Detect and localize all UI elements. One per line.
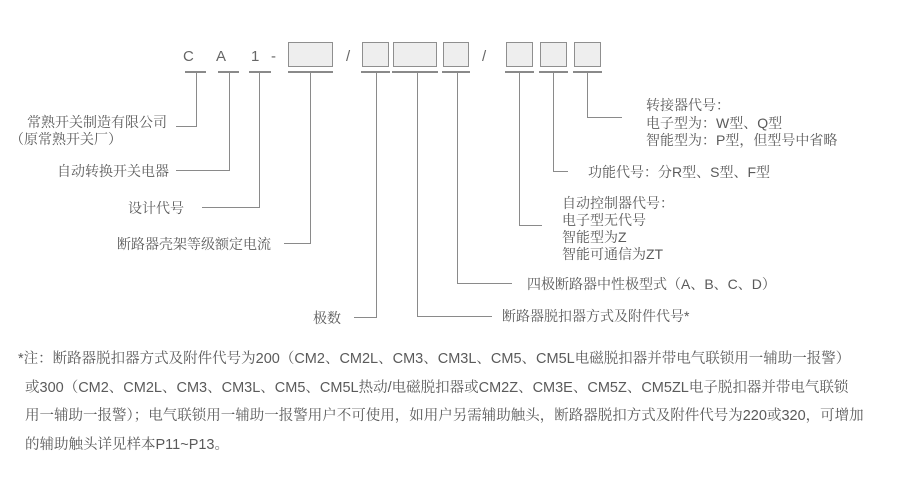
leader-v-manufacturer (196, 73, 197, 127)
footnote-line-1: *注：断路器脱扣器方式及附件代号为200（CM2、CM2L、CM3、CM3L、CM5、CM5L电磁脱扣器并带电气联锁用一辅助一报警） (18, 351, 851, 367)
tick-box-4 (442, 71, 470, 73)
leader-v-transfer-switch (229, 73, 230, 171)
footnote-line-2: 或300（CM2、CM2L、CM3、CM3L、CM5、CM5L热动/电磁脱扣器或CM2Z、CM3E、CM5Z、CM5ZL电子脱扣器并带电气联锁 (25, 380, 849, 396)
label-frame-rated-current: 断路器壳架等级额定电流 (117, 236, 271, 252)
label-trip-mode-accessory: 断路器脱扣器方式及附件代号* (502, 308, 690, 324)
label-auto-controller-comm: 智能可通信为ZT (562, 246, 664, 262)
label-design-code: 设计代号 (128, 200, 184, 216)
code-box-neutral-pole (443, 42, 469, 67)
label-auto-controller-title: 自动控制器代号： (562, 195, 674, 211)
leader-h-design-code (202, 207, 260, 208)
footnote-line-3: 用一辅助一报警）；电气联锁用一辅助一报警用户不可使用，如用户另需辅助触头，断路器脱扣方式及附件代号为220或320，可增加 (25, 408, 864, 424)
leader-v-function (553, 73, 554, 172)
label-adapter-title: 转接器代号： (646, 97, 730, 113)
tick-box-3 (392, 71, 438, 73)
leader-h-function (553, 171, 568, 172)
leader-h-transfer-switch (176, 170, 230, 171)
leader-h-adapter (587, 117, 622, 118)
code-box-poles (362, 42, 389, 67)
code-box-trip-mode (393, 42, 437, 67)
code-letter-c: C (183, 48, 194, 65)
label-adapter-electronic: 电子型为：W型、Q型 (646, 115, 783, 131)
code-slash-2: / (482, 48, 487, 65)
leader-h-frame-current (284, 243, 311, 244)
label-poles: 极数 (313, 310, 341, 326)
leader-v-design-code (259, 73, 260, 208)
label-function-code: 功能代号：分R型、S型、F型 (588, 164, 770, 180)
label-manufacturer-line2: （原常熟开关厂） (10, 131, 122, 147)
leader-v-adapter (587, 73, 588, 118)
code-box-frame-current (288, 42, 333, 67)
code-dash: - (271, 48, 276, 65)
leader-h-neutral-pole (457, 283, 512, 284)
label-adapter-intelligent: 智能型为：P型，但型号中省略 (646, 132, 838, 148)
leader-v-trip-mode (417, 73, 418, 317)
label-transfer-switch: 自动转换开关电器 (57, 163, 169, 179)
code-box-auto-controller (506, 42, 533, 67)
leader-v-poles (376, 73, 377, 318)
code-slash-1: / (346, 48, 351, 65)
code-box-function (540, 42, 567, 67)
leader-h-manufacturer (176, 126, 197, 127)
label-auto-controller-intelligent: 智能型为Z (562, 229, 627, 245)
label-neutral-pole-type: 四极断路器中性极型式（A、B、C、D） (527, 276, 776, 292)
label-auto-controller-electronic: 电子型无代号 (562, 212, 646, 228)
label-manufacturer-line1: 常熟开关制造有限公司 (27, 114, 167, 130)
code-letter-a: A (216, 48, 227, 65)
leader-h-trip-mode (417, 316, 492, 317)
footnote-line-4: 的辅助触头详见样本P11~P13。 (25, 437, 229, 453)
code-box-adapter (574, 42, 601, 67)
leader-h-auto-controller (519, 225, 542, 226)
code-digit-1: 1 (251, 48, 260, 65)
leader-v-neutral-pole (457, 73, 458, 284)
tick-1 (249, 71, 271, 73)
leader-v-auto-controller (519, 73, 520, 226)
leader-v-frame-current (310, 73, 311, 244)
leader-h-poles (354, 317, 377, 318)
